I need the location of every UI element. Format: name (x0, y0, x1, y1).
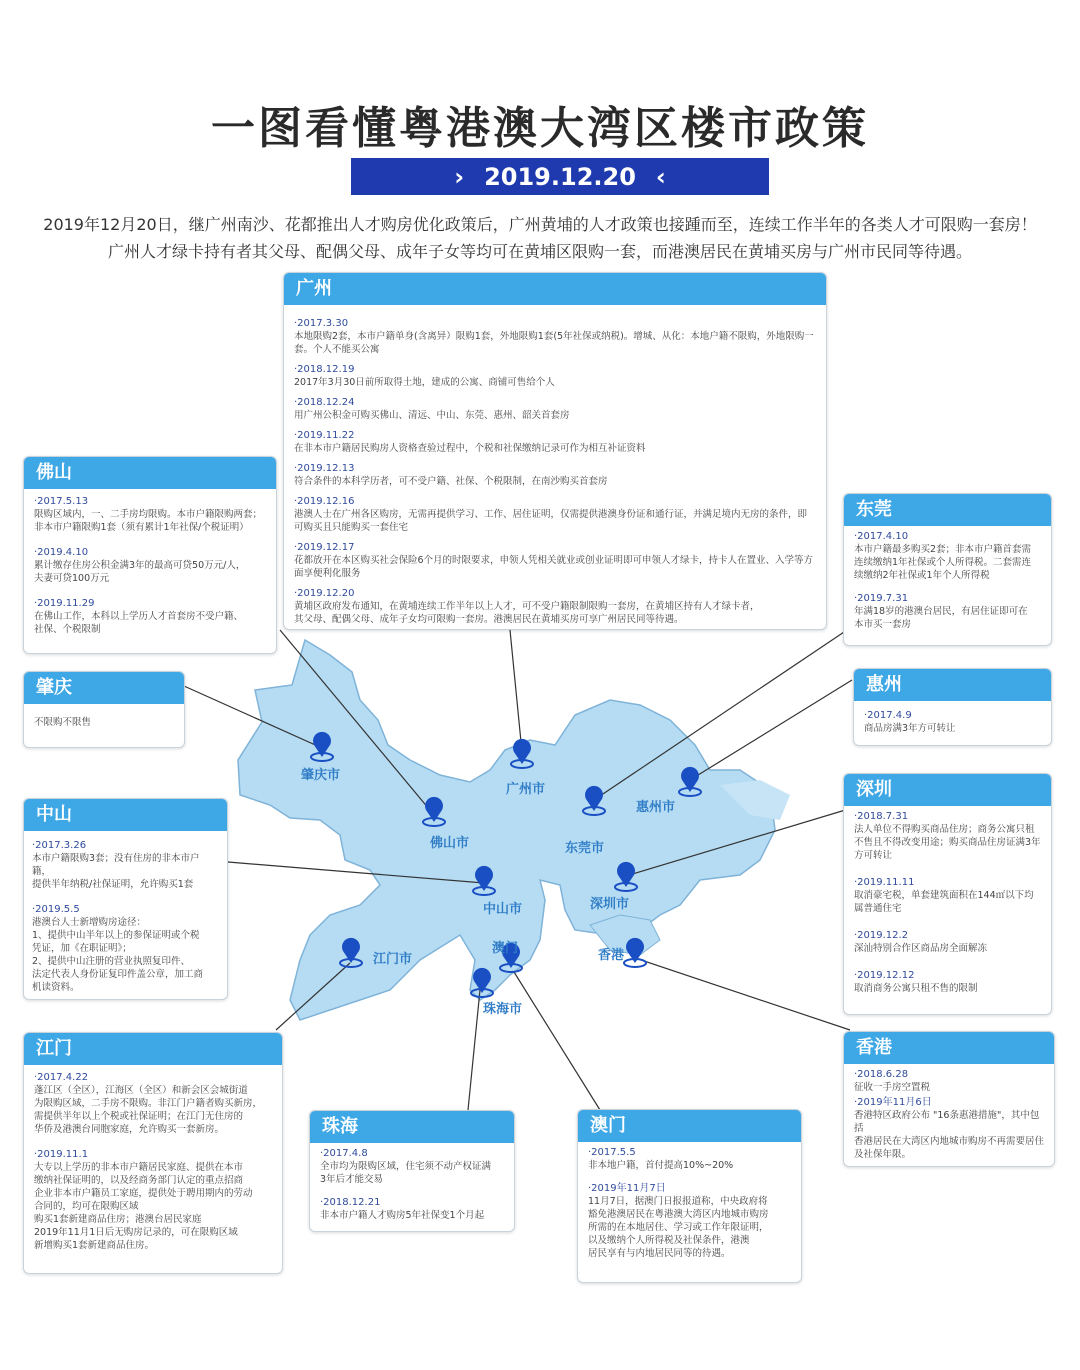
entry-date: ·2017.3.26 (32, 840, 87, 851)
leader-line-macau (514, 972, 600, 1110)
entry-date: ·2017.4.8 (320, 1148, 368, 1159)
entry-text: 11月7日，据澳门日报报道称，中央政府将 豁免港澳居民在粤港澳大湾区内地城市购房 所需的在本地居住、学习或工作年限证明， 以及缴纳个人所得税及社保条件，港澳 居民享有与内地居民同等的待遇。 (588, 1196, 769, 1259)
city-card-zhuhai (309, 1110, 515, 1232)
intro-line-2: 广州人才绿卡持有者其父母、配偶父母、成年子女等均可在黄埔区限购一套，而港澳居民在黄埔买房与广州市民同等待遇。 (107, 242, 972, 261)
entry-date: ·2018.7.31 (854, 811, 909, 822)
city-card-macau (577, 1109, 802, 1283)
entry-text: 用广州公积金可购买佛山、清远、中山、东莞、惠州、韶关首套房 (294, 410, 570, 421)
entry-date: ·2019.12.16 (294, 496, 355, 507)
city-card-title: 香港 (844, 1032, 1054, 1064)
entry-text: 非本地户籍，首付提高10%~20% (588, 1160, 734, 1171)
entry-text: 非本市户籍人才购房5年社保变1个月起 (320, 1210, 485, 1221)
page-title: 一图看懂粤港澳大湾区楼市政策 (211, 103, 869, 154)
city-card-title: 中山 (24, 799, 227, 831)
city-card-zhongshan (23, 798, 228, 1000)
map-label-huizhou: 惠州市 (636, 800, 676, 815)
city-card-huizhou (853, 668, 1052, 746)
entry-date: ·2019年11月6日 (854, 1097, 932, 1108)
entry-text: 取消豪宅税，单套建筑面积在144㎡以下均 属普通住宅 (854, 890, 1034, 914)
entry-date: ·2019.11.1 (34, 1149, 89, 1160)
banner-date: 2019.12.20 (484, 162, 636, 191)
city-card-foshan (23, 456, 277, 654)
entry-text: 年满18岁的港澳台居民，有居住证即可在 本市买一套房 (854, 606, 1028, 630)
entry-text: 黄埔区政府发布通知，在黄埔连续工作半年以上人才，可不受户籍限制限购一套房，在黄埔区持有人才绿卡者， 其父母、配偶父母、成年子女均可限购一套房。港澳居民在黄埔买房可享广州居民同等待遇。 (294, 601, 760, 625)
city-card-title: 澳门 (578, 1110, 801, 1142)
entry-text: 在非本市户籍居民购房人资格查验过程中，个税和社保缴纳记录可作为相互补证资料 (294, 443, 646, 454)
map-label-foshan: 佛山市 (430, 836, 470, 851)
entry-text: 蓬江区（全区），江海区（全区）和新会区会城街道 为限购区域，二手房不限购。非江门户籍者购买新房， 需提供半年以上个税或社保证明；在江门无住房的 华侨及港澳台同胞家庭，允许购买一套新房。 (34, 1085, 263, 1135)
leader-line-huizhou (690, 680, 852, 780)
entry-text: 取消商务公寓只租不售的限制 (854, 983, 978, 994)
city-card-zhaoqing (23, 671, 185, 748)
map-label-jiangmen: 江门市 (373, 952, 413, 967)
entry-date: ·2019.12.12 (854, 970, 915, 981)
entry-date: ·2019.11.22 (294, 430, 355, 441)
entry-date: ·2019.11.11 (854, 877, 915, 888)
entry-date: ·2019.12.13 (294, 463, 355, 474)
entry-text: 累计缴存住房公积金满3年的最高可贷50万元/人， 夫妻可贷100万元 (34, 560, 246, 584)
map-label-shenzhen: 深圳市 (590, 897, 630, 912)
entry-date: ·2019.12.17 (294, 542, 355, 553)
city-card-title: 东莞 (844, 494, 1051, 526)
entry-text: 限购区域内，一、二手房均限购。本市户籍限购两套； 非本市户籍限购1套（须有累计1年社保/个税证明） (34, 509, 263, 533)
entry-text: 2017年3月30日前所取得土地，建成的公寓、商铺可售给个人 (294, 377, 555, 388)
city-card-title: 肇庆 (24, 672, 184, 704)
entry-text: 不限购不限售 (34, 717, 92, 728)
city-card-title: 惠州 (854, 669, 1051, 701)
entry-text: 花都放开在本区购买社会保险6个月的时限要求，申领人凭相关就业或创业证明即可申领人才绿卡，持卡人在置业、入学等方面享便利化服务 (294, 555, 814, 579)
entry-date: ·2017.4.22 (34, 1072, 89, 1083)
entry-date: ·2019.7.31 (854, 593, 909, 604)
entry-date: ·2019.5.5 (32, 904, 80, 915)
entry-text: 本市户籍限购3套；没有住房的非本市户籍， 提供半年纳税/社保证明，允许购买1套 (32, 853, 200, 890)
entry-text: 征收一手房空置税 (854, 1082, 931, 1093)
city-card-shenzhen (843, 773, 1052, 1015)
map-label-macau: 澳门 (492, 941, 519, 956)
entry-text: 港澳人士在广州各区购房，无需再提供学习、工作、居住证明，仅需提供港澳身份证和通行证，并满足境内无房的条件，即可购买且只能购买一套住宅 (294, 509, 808, 533)
entry-text: 本市户籍最多购买2套；非本市户籍首套需 连续缴纳1年社保或个人所得税。二套需连 续缴纳2年社保或1年个人所得税 (854, 544, 1032, 581)
city-card-dongguan (843, 493, 1052, 646)
entry-date: ·2017.4.10 (854, 531, 909, 542)
entry-text: 本地限购2套，本市户籍单身(含离异）限购1套，外地限购1套(5年社保或纳税)。增城、从化：本地户籍不限购，外地限购一套。个人不能买公寓 (294, 331, 814, 355)
entry-date: ·2018.12.24 (294, 397, 355, 408)
entry-date: ·2017.5.13 (34, 496, 89, 507)
city-card-title: 佛山 (24, 457, 276, 489)
intro-line-1: 2019年12月20日，继广州南沙、花都推出人才购房优化政策后，广州黄埔的人才政策也接踵而至，连续工作半年的各类人才可限购一套房！ (43, 215, 1037, 234)
map-label-guangzhou: 广州市 (506, 782, 546, 797)
entry-date: ·2019.12.2 (854, 930, 909, 941)
map-label-zhuhai: 珠海市 (483, 1002, 523, 1017)
city-card-title: 深圳 (844, 774, 1051, 806)
entry-date: ·2018.12.21 (320, 1197, 381, 1208)
map-label-zhaoqing: 肇庆市 (301, 768, 341, 783)
entry-date: ·2019.11.29 (34, 598, 95, 609)
leader-line-zhuhai (468, 990, 480, 1110)
city-card-title: 珠海 (310, 1111, 514, 1143)
map-label-zhongshan: 中山市 (483, 902, 523, 917)
entry-date: ·2017.3.30 (294, 318, 349, 329)
entry-date: ·2018.6.28 (854, 1069, 909, 1080)
leader-line-guangzhou (510, 630, 522, 752)
entry-date: ·2019.12.20 (294, 588, 355, 599)
entry-text: 符合条件的本科学历者，可不受户籍、社保、个税限制，在南沙购买首套房 (294, 476, 608, 487)
entry-date: ·2019.4.10 (34, 547, 89, 558)
chevron-left-icon: ‹ (655, 162, 666, 191)
entry-date: ·2017.5.5 (588, 1147, 636, 1158)
city-card-hongkong (843, 1031, 1055, 1167)
entry-date: ·2019年11月7日 (588, 1183, 666, 1194)
city-card-title: 江门 (24, 1033, 282, 1065)
entry-text: 法人单位不得购买商品住房；商务公寓只租 不售且不得改变用途；购买商品住房证满3年 方可转让 (854, 824, 1041, 861)
entry-text: 在佛山工作，本科以上学历人才首套房不受户籍、 社保、个税限制 (34, 611, 244, 635)
leader-line-hongkong (635, 958, 850, 1030)
map-label-dongguan: 东莞市 (565, 841, 605, 856)
entry-text: 全市均为限购区域，住宅须不动产权证满 3年后才能交易 (320, 1161, 492, 1185)
city-card-jiangmen (23, 1032, 283, 1274)
entry-date: ·2018.12.19 (294, 364, 355, 375)
map-label-hongkong: 香港 (598, 948, 625, 963)
chevron-right-icon: › (454, 162, 465, 191)
entry-text: 港澳台人士新增购房途径： 1、提供中山半年以上的参保证明或个税 凭证，加《在职证明》； 2、提供中山注册的营业执照复印件、 法定代表人身份证复印件盖公章，加工商 机读资料。 (32, 917, 204, 993)
city-card-guangzhou (283, 272, 827, 630)
entry-text: 大专以上学历的非本市户籍居民家庭、提供在本市 缴纳社保证明的，以及经商务部门认定的重点招商 企业非本市户籍员工家庭，提供处于聘用期内的劳动 合同的，均可在限购区域 购买1套新建商品住房；港澳台居民家庭 2019年11月1日后无购房记录的，可在限购区域 新增购买1套新建商品住房。 (34, 1162, 253, 1251)
entry-text: 深汕特别合作区商品房全面解冻 (854, 943, 988, 954)
city-card-title: 广州 (284, 273, 826, 305)
entry-date: ·2017.4.9 (864, 710, 912, 721)
entry-text: 香港特区政府公布 "16条惠港措施"，其中包括 香港居民在大湾区内地城市购房不再需要居住 及社保年限。 (854, 1110, 1045, 1160)
entry-text: 商品房满3年方可转让 (864, 723, 956, 734)
